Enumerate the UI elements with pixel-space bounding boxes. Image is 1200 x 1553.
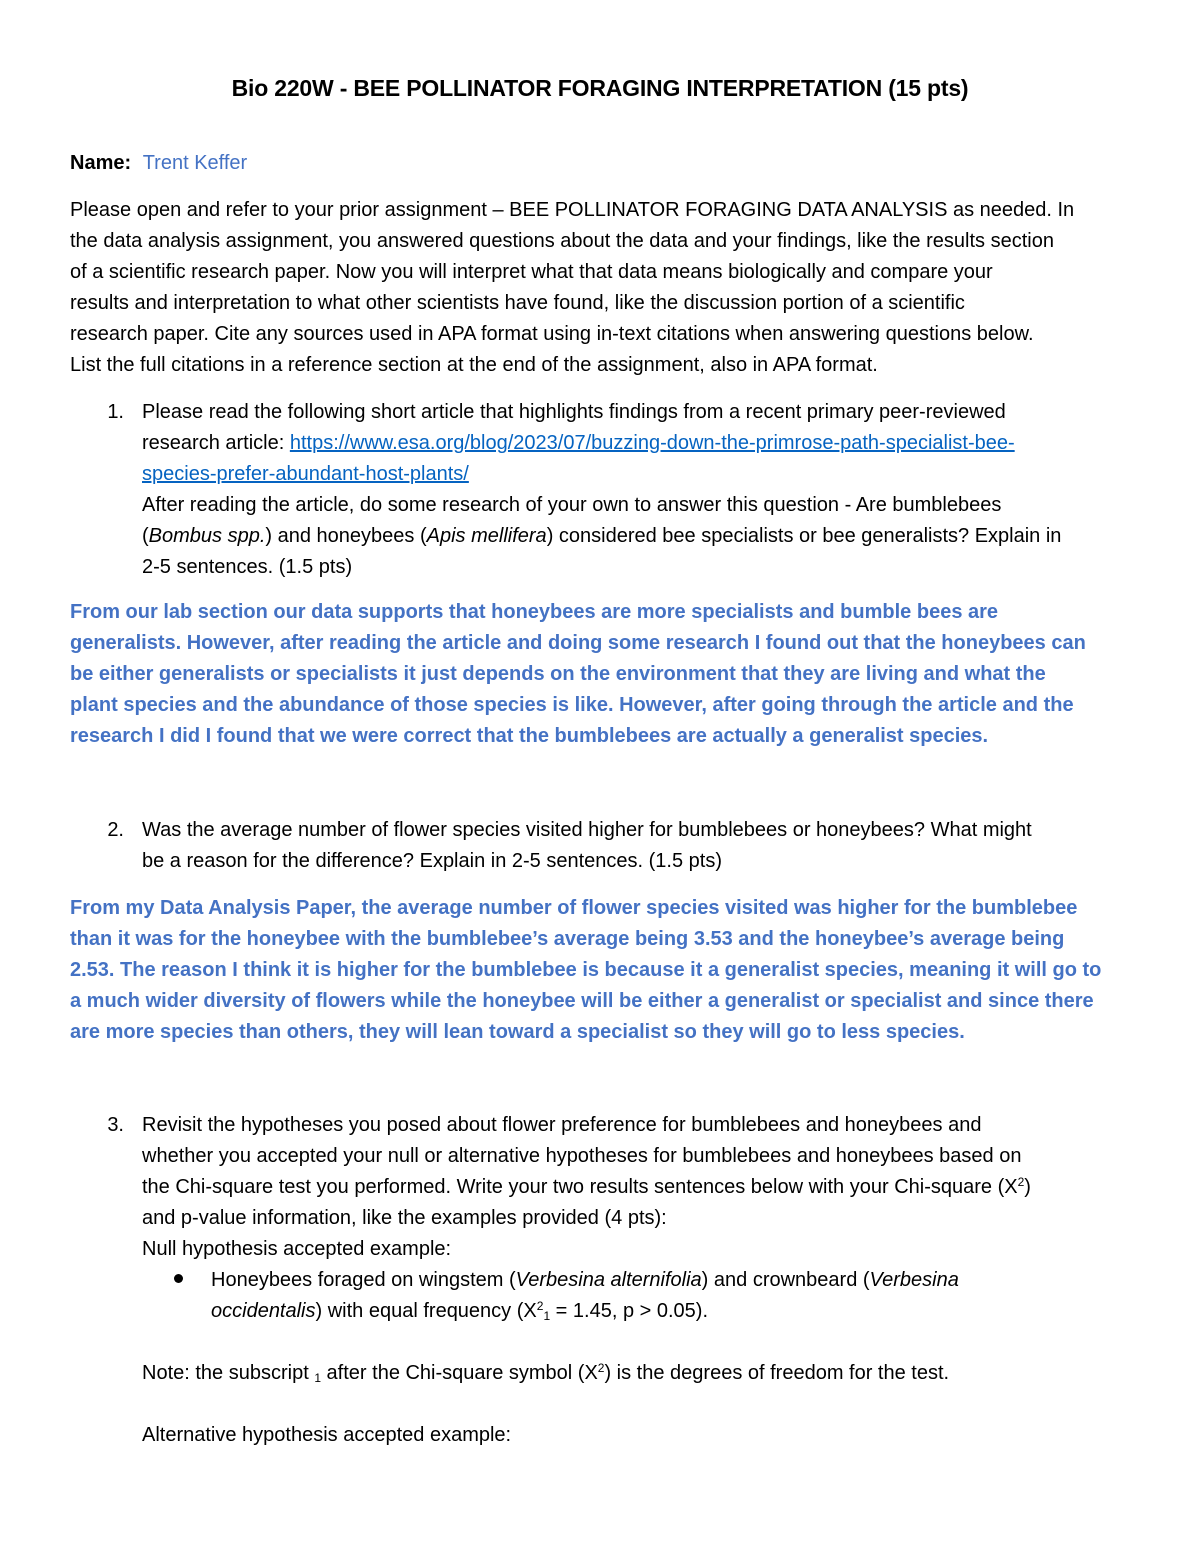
text-span: the Chi-square test you performed. Write your two results sentences below with your Chi-square (X xyxy=(142,1176,1018,1198)
intro-line: results and interpretation to what other scientists have found, like the discussion portion of a scientific xyxy=(70,292,965,314)
answer-1-line: plant species and the abundance of those species is like. However, after going through the article and the xyxy=(70,694,1074,716)
text-span: ) and crownbeard ( xyxy=(701,1269,870,1291)
apis-italic: Apis mellifera xyxy=(426,525,547,547)
text-span: after the Chi-square symbol (X xyxy=(321,1362,598,1384)
answer-2-line: a much wider diversity of flowers while the honeybee will be either a generalist or specialist and since there xyxy=(70,990,1094,1012)
null-example-heading: Null hypothesis accepted example: xyxy=(142,1238,452,1260)
question-3-number: 3. xyxy=(107,1114,124,1136)
null-example-bullet xyxy=(211,1265,959,1327)
answer-1-line: research I did I found that we were correct that the bumblebees are actually a generalist species. xyxy=(70,725,989,747)
crownbeard-italic: occidentalis xyxy=(211,1300,316,1322)
text-span: Honeybees foraged on wingstem ( xyxy=(211,1269,516,1291)
question-3 xyxy=(142,1110,1031,1265)
question-1-line: After reading the article, do some research of your own to answer this question - Are bumblebees xyxy=(142,494,1002,516)
question-1-link-line-2 xyxy=(142,459,1061,490)
question-2 xyxy=(142,815,1032,877)
question-3-line: and p-value information, like the examples provided (4 pts): xyxy=(142,1207,667,1229)
intro-line: Please open and refer to your prior assignment – BEE POLLINATOR FORAGING DATA ANALYSIS as needed. In xyxy=(70,199,1075,221)
text-span: ) xyxy=(1024,1176,1031,1198)
text-span: ( xyxy=(142,525,149,547)
answer-2-line: 2.53. The reason I think it is higher for the bumblebee is because it a generalist species, meaning it will go to xyxy=(70,959,1102,981)
bullet-line xyxy=(211,1296,959,1327)
superscript: 2 xyxy=(1017,1175,1025,1189)
intro-line: research paper. Cite any sources used in APA format using in-text citations when answering questions below. xyxy=(70,323,1034,345)
question-1-species-line xyxy=(142,521,1061,552)
article-link[interactable]: https://www.esa.org/blog/2023/07/buzzing-down-the-primrose-path-specialist-bee- xyxy=(289,432,1015,454)
note-line xyxy=(142,1358,949,1389)
question-2-number: 2. xyxy=(107,819,124,841)
text-span: ) and honeybees ( xyxy=(265,525,427,547)
answer-2-line: are more species than others, they will lean toward a specialist so they will go to less species. xyxy=(70,1021,965,1043)
bombus-italic: Bombus spp. xyxy=(148,525,266,547)
intro-line: of a scientific research paper. Now you will interpret what that data means biologically and compare your xyxy=(70,261,993,283)
text-span: = 1.45, p > 0.05). xyxy=(550,1300,709,1322)
name-label: Name: xyxy=(70,152,132,174)
intro-paragraph xyxy=(70,195,1074,381)
text-span: ) with equal frequency (X xyxy=(315,1300,537,1322)
text-span: ) is the degrees of freedom for the test. xyxy=(604,1362,950,1384)
name-value[interactable]: Trent Keffer xyxy=(142,152,248,174)
subscript: 1 xyxy=(314,1371,321,1385)
question-3-line: Revisit the hypotheses you posed about flower preference for bumblebees and honeybees and xyxy=(142,1114,982,1136)
question-3-line: whether you accepted your null or alternative hypotheses for bumblebees and honeybees based on xyxy=(142,1145,1022,1167)
question-2-line: Was the average number of flower species visited higher for bumblebees or honeybees? What might xyxy=(142,819,1032,841)
answer-2-line: From my Data Analysis Paper, the average number of flower species visited was higher for the bumblebee xyxy=(70,897,1078,919)
article-link-continued[interactable]: species-prefer-abundant-host-plants/ xyxy=(142,463,469,485)
question-1-number: 1. xyxy=(107,401,124,423)
question-1-line-prefix: research article: xyxy=(142,432,290,454)
question-2-line: be a reason for the difference? Explain in 2-5 sentences. (1.5 pts) xyxy=(142,850,722,872)
answer-1[interactable] xyxy=(70,597,1086,752)
superscript: 2 xyxy=(597,1361,605,1375)
intro-line: List the full citations in a reference section at the end of the assignment, also in APA format. xyxy=(70,354,878,376)
subscript: 1 xyxy=(543,1309,551,1323)
answer-1-line: generalists. However, after reading the article and doing some research I found out that the honeybees can xyxy=(70,632,1086,654)
answer-2-line: than it was for the honeybee with the bumblebee’s average being 3.53 and the honeybee’s average being xyxy=(70,928,1065,950)
question-1-line: Please read the following short article that highlights findings from a recent primary peer-reviewed xyxy=(142,401,1006,423)
question-1-link-line xyxy=(142,428,1061,459)
text-span: ) considered bee specialists or bee generalists? Explain in xyxy=(546,525,1062,547)
bullet-line xyxy=(211,1265,959,1296)
bullet-icon xyxy=(174,1274,183,1283)
text-span: Note: the subscript xyxy=(142,1362,315,1384)
answer-1-line: be either generalists or specialists it just depends on the environment that they are living and what the xyxy=(70,663,1046,685)
crownbeard-italic: Verbesina xyxy=(869,1269,959,1291)
question-1 xyxy=(142,397,1061,583)
page-title: Bio 220W - BEE POLLINATOR FORAGING INTERPRETATION (15 pts) xyxy=(231,75,969,101)
answer-2[interactable] xyxy=(70,893,1101,1048)
answer-1-line: From our lab section our data supports that honeybees are more specialists and bumble bees are xyxy=(70,601,999,623)
alternative-example-heading: Alternative hypothesis accepted example: xyxy=(142,1424,512,1446)
intro-line: the data analysis assignment, you answered questions about the data and your findings, like the results section xyxy=(70,230,1054,252)
question-3-line xyxy=(142,1172,1031,1203)
name-line xyxy=(70,148,247,179)
wingstem-italic: Verbesina alternifolia xyxy=(515,1269,702,1291)
question-1-line: 2-5 sentences. (1.5 pts) xyxy=(142,556,353,578)
superscript: 2 xyxy=(536,1299,544,1313)
